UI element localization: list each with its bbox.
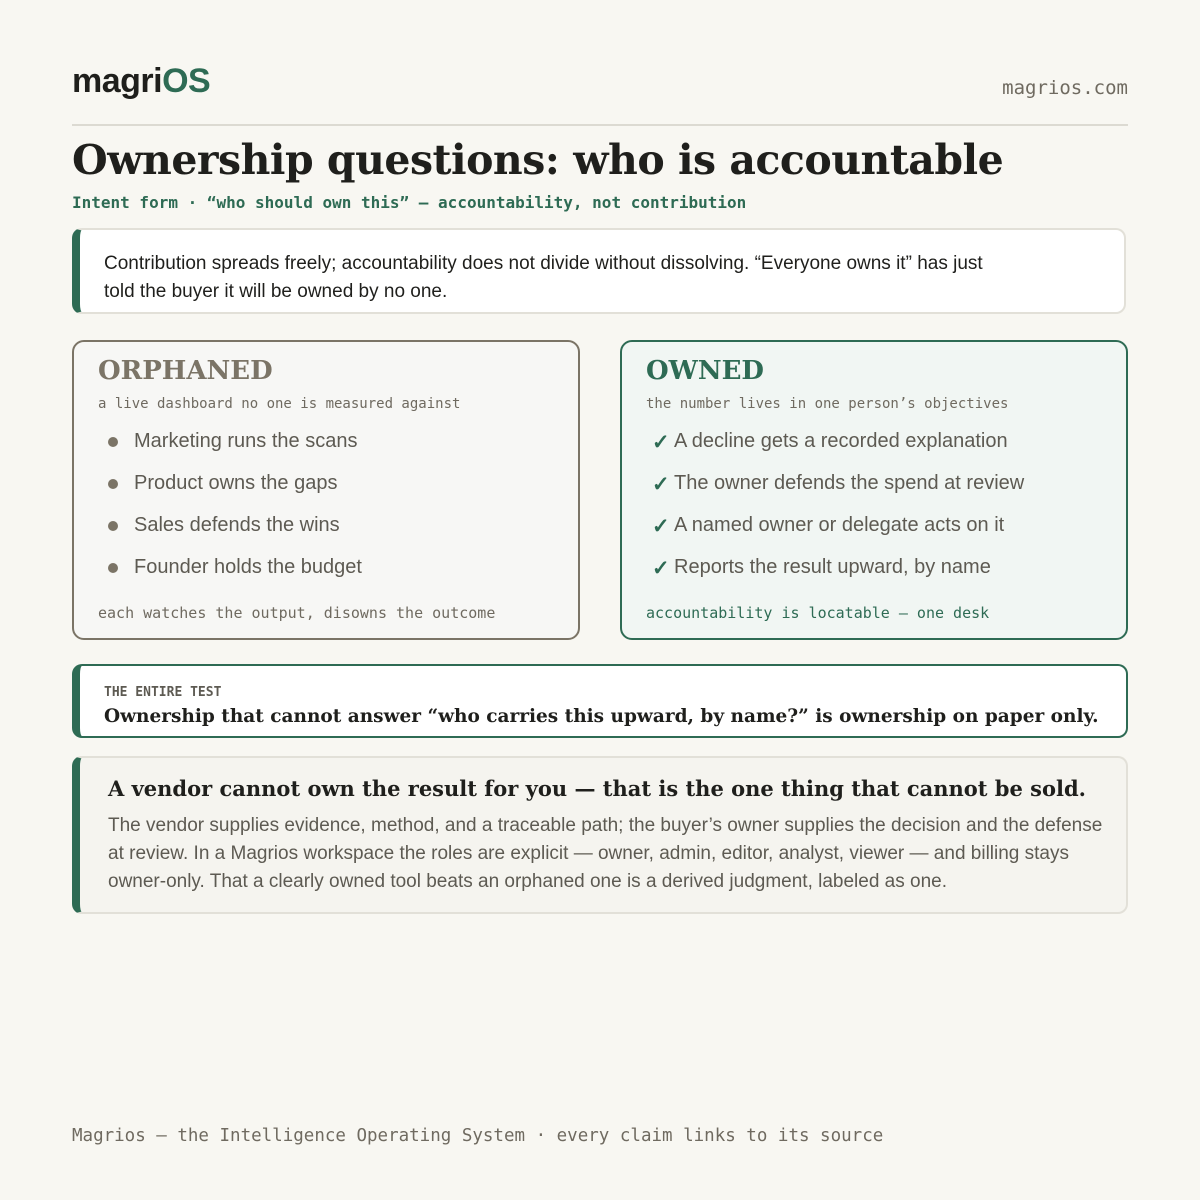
closing-callout — [72, 756, 1128, 914]
list-item-text: Product owns the gaps — [134, 472, 338, 494]
bullet-dot-icon — [108, 437, 118, 447]
owned-card — [620, 340, 1128, 640]
test-label: THE ENTIRE TEST — [104, 685, 222, 700]
list-item-text: Reports the result upward, by name — [674, 556, 991, 578]
bullet-dot-icon — [108, 479, 118, 489]
list-item-text: A decline gets a recorded explanation — [674, 430, 1008, 452]
orphaned-card — [72, 340, 580, 640]
list-item-text: A named owner or delegate acts on it — [674, 514, 1005, 536]
list-item — [104, 514, 362, 556]
list-item-text: Founder holds the budget — [134, 556, 362, 578]
list-item — [652, 556, 1024, 598]
list-item-text: Marketing runs the scans — [134, 430, 358, 452]
page-title: Ownership questions: who is accountable — [72, 136, 1004, 184]
logo[interactable] — [72, 62, 210, 101]
owned-subtitle: the number lives in one person’s objectives — [646, 396, 1009, 412]
test-callout — [72, 664, 1128, 738]
logo-accent: OS — [162, 62, 211, 100]
orphaned-subtitle: a live dashboard no one is measured against — [98, 396, 461, 412]
orphaned-title: ORPHANED — [98, 356, 273, 386]
test-text: Ownership that cannot answer “who carries this upward, by name?” is ownership on paper only. — [104, 706, 1099, 727]
closing-body: The vendor supplies evidence, method, and a traceable path; the buyer’s owner supplies the decision and the defense at review. In a Magrios workspace the roles are explicit — owner, admin, editor, analyst, viewer — and billing stays owner-only. That a clearly owned tool beats an orphaned one is a derived judgment, labeled as one. — [108, 815, 1103, 892]
list-item — [652, 472, 1024, 514]
page-subtitle: Intent form · “who should own this” — accountability, not contribution — [72, 193, 747, 212]
site-url[interactable]: magrios.com — [1002, 77, 1128, 99]
page-footer: Magrios — the Intelligence Operating System · every claim links to its source — [72, 1126, 884, 1146]
list-item-text: The owner defends the spend at review — [674, 472, 1025, 494]
intro-text: Contribution spreads freely; accountability does not divide without dissolving. “Everyone owns it” has just told the buyer it will be owned by no one. — [104, 253, 983, 302]
intro-callout — [72, 228, 1126, 314]
orphaned-footer: each watches the output, disowns the outcome — [98, 604, 496, 622]
owned-footer: accountability is locatable — one desk — [646, 604, 990, 622]
orphaned-list — [104, 430, 362, 598]
closing-heading: A vendor cannot own the result for you — that is the one thing that cannot be sold. — [108, 776, 1086, 801]
owned-title: OWNED — [646, 356, 764, 386]
list-item — [104, 430, 362, 472]
list-item — [652, 514, 1024, 556]
bullet-dot-icon — [108, 521, 118, 531]
owned-list — [652, 430, 1024, 598]
list-item — [104, 472, 362, 514]
checkmark-icon: ✓ — [652, 515, 670, 538]
bullet-dot-icon — [108, 563, 118, 573]
checkmark-icon: ✓ — [652, 557, 670, 580]
logo-main: magri — [72, 62, 163, 100]
list-item-text: Sales defends the wins — [134, 514, 340, 536]
checkmark-icon: ✓ — [652, 473, 670, 496]
header — [72, 62, 1128, 126]
checkmark-icon: ✓ — [652, 431, 670, 454]
list-item — [652, 430, 1024, 472]
list-item — [104, 556, 362, 598]
